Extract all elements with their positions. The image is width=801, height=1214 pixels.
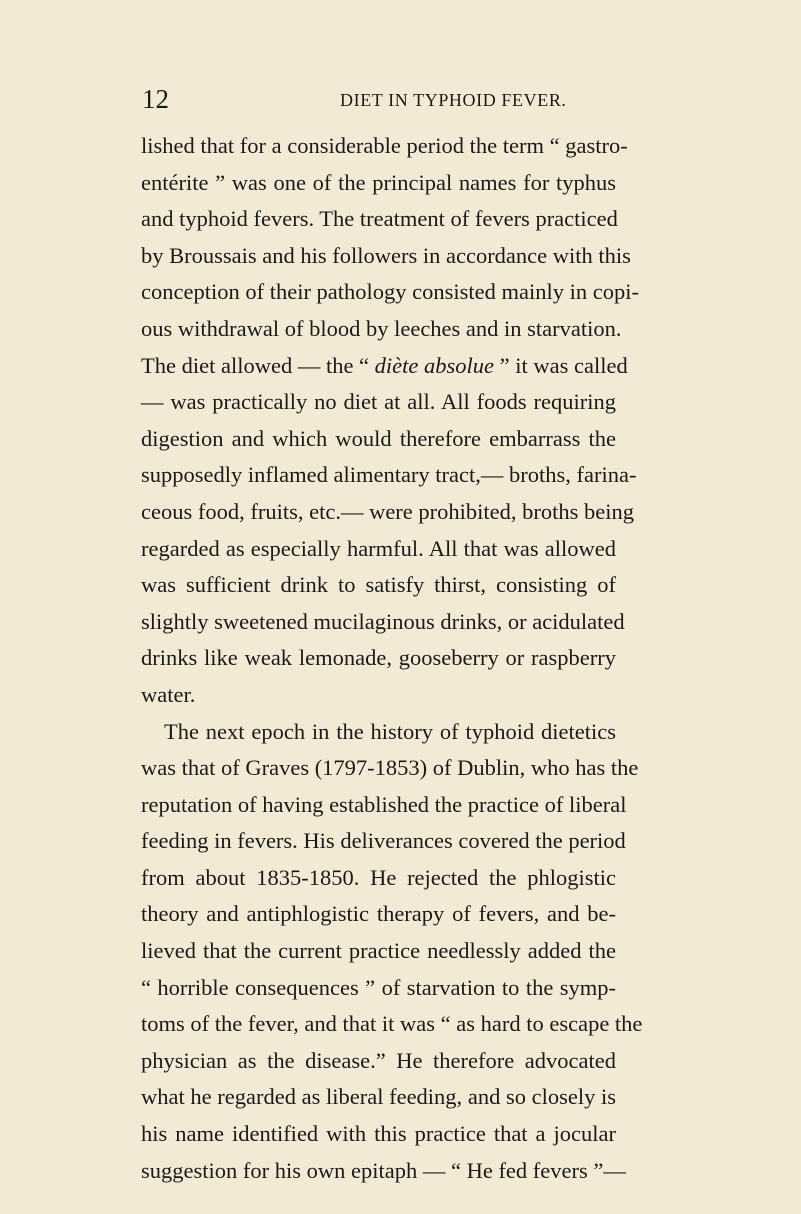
text-line: digestion and which would therefore embarrass the (141, 425, 616, 451)
text-line: supposedly inflamed alimentary tract,— broths, farina- (141, 462, 637, 488)
text-line: suggestion for his own epitaph — “ He fed fevers ”— (141, 1157, 626, 1183)
text-line: toms of the fever, and that it was “ as hard to escape the (141, 1011, 643, 1037)
text-line: drinks like weak lemonade, gooseberry or raspberry (141, 645, 616, 671)
text-segment: ” it was called (494, 352, 628, 378)
page-number: 12 (142, 84, 169, 114)
text-line (141, 348, 628, 385)
text-line: lished that for a considerable period the term “ gastro- (141, 133, 628, 158)
text-line: physician as the disease.” He therefore advocated (141, 1047, 616, 1073)
text-line: feeding in fevers. His deliverances covered the period (141, 828, 626, 854)
text-line: by Broussais and his followers in accordance with this (141, 242, 631, 268)
text-line: conception of their pathology consisted mainly in copi- (141, 279, 640, 305)
text-segment: The diet allowed — the “ (141, 352, 375, 378)
text-line: water. (141, 681, 196, 707)
text-line: theory and antiphlogistic therapy of fevers, and be- (141, 901, 616, 927)
text-line: — was practically no diet at all. All foods requiring (141, 389, 616, 415)
text-line: was that of Graves (1797-1853) of Dublin, who has the (141, 755, 639, 781)
text-line: regarded as especially harmful. All that was allowed (141, 535, 616, 561)
text-line: The next epoch in the history of typhoid dietetics (164, 718, 616, 744)
italic-phrase: diète absolue (374, 352, 495, 378)
text-line: lieved that the current practice needlessly added the (141, 938, 616, 964)
text-line: and typhoid fevers. The treatment of fevers practiced (141, 206, 618, 232)
text-line: what he regarded as liberal feeding, and so closely is (141, 1084, 616, 1110)
text-line: ous withdrawal of blood by leeches and in starvation. (141, 315, 622, 341)
running-title: DIET IN TYPHOID FEVER. (340, 90, 567, 110)
text-line: “ horrible consequences ” of starvation to the symp- (141, 974, 616, 1000)
text-line: from about 1835-1850. He rejected the phlogistic (141, 864, 616, 890)
text-line: entérite ” was one of the principal names for typhus (141, 169, 616, 195)
body-text (141, 128, 643, 1189)
page-header (142, 84, 622, 114)
text-line: slightly sweetened mucilaginous drinks, or acidulated (141, 608, 625, 634)
text-line: was sufficient drink to satisfy thirst, consisting of (141, 572, 616, 598)
text-line: reputation of having established the practice of liberal (141, 791, 627, 817)
text-line: ceous food, fruits, etc.— were prohibited, broths being (141, 498, 635, 524)
text-line: his name identified with this practice that a jocular (141, 1121, 616, 1147)
